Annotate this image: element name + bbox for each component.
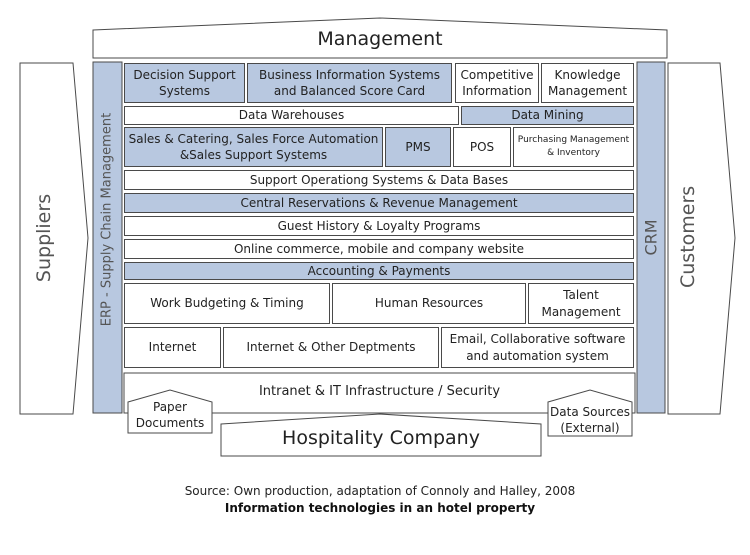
purchasing-box: Purchasing Management & Inventory — [513, 127, 634, 167]
paper-documents-label: Paper Documents — [135, 400, 205, 431]
data-warehouses-box: Data Warehouses — [124, 106, 459, 125]
online-commerce-box: Online commerce, mobile and company website — [124, 239, 634, 259]
suppliers-label: Suppliers — [33, 193, 55, 283]
competitive-info-box: Competitive Information — [455, 63, 539, 103]
hospitality-label: Hospitality Company — [282, 427, 480, 449]
source-text: Source: Own production, adaptation of Connoly and Halley, 2008 — [184, 484, 576, 498]
support-ops-box: Support Operationg Systems & Data Bases — [124, 170, 634, 190]
email-collab-box: Email, Collaborative software and automation system — [441, 327, 634, 368]
accounting-box: Accounting & Payments — [124, 262, 634, 280]
decision-support-box: Decision Support Systems — [124, 63, 245, 103]
management-label: Management — [317, 28, 443, 50]
pms-box: PMS — [385, 127, 451, 167]
internet-other-box: Internet & Other Deptments — [223, 327, 439, 368]
central-reservations-box: Central Reservations & Revenue Management — [124, 193, 634, 213]
knowledge-mgmt-box: Knowledge Management — [541, 63, 634, 103]
figure-caption: Information technologies in an hotel property — [224, 501, 536, 515]
data-mining-box: Data Mining — [461, 106, 634, 125]
internet-box: Internet — [124, 327, 221, 368]
pos-box: POS — [453, 127, 511, 167]
erp-label: ERP - Supply Chain Management — [99, 112, 115, 327]
business-info-box: Business Information Systems and Balanced Score Card — [247, 63, 452, 103]
work-budgeting-box: Work Budgeting & Timing — [124, 283, 330, 324]
human-resources-box: Human Resources — [332, 283, 526, 324]
guest-history-box: Guest History & Loyalty Programs — [124, 216, 634, 236]
intranet-label: Intranet & IT Infrastructure / Security — [258, 384, 501, 399]
customers-label: Customers — [677, 185, 699, 288]
sales-catering-box: Sales & Catering, Sales Force Automation &Sales Support Systems — [124, 127, 383, 167]
crm-label: CRM — [641, 219, 661, 256]
data-sources-label: Data Sources (External) — [550, 405, 630, 436]
talent-mgmt-box: Talent Management — [528, 283, 634, 324]
